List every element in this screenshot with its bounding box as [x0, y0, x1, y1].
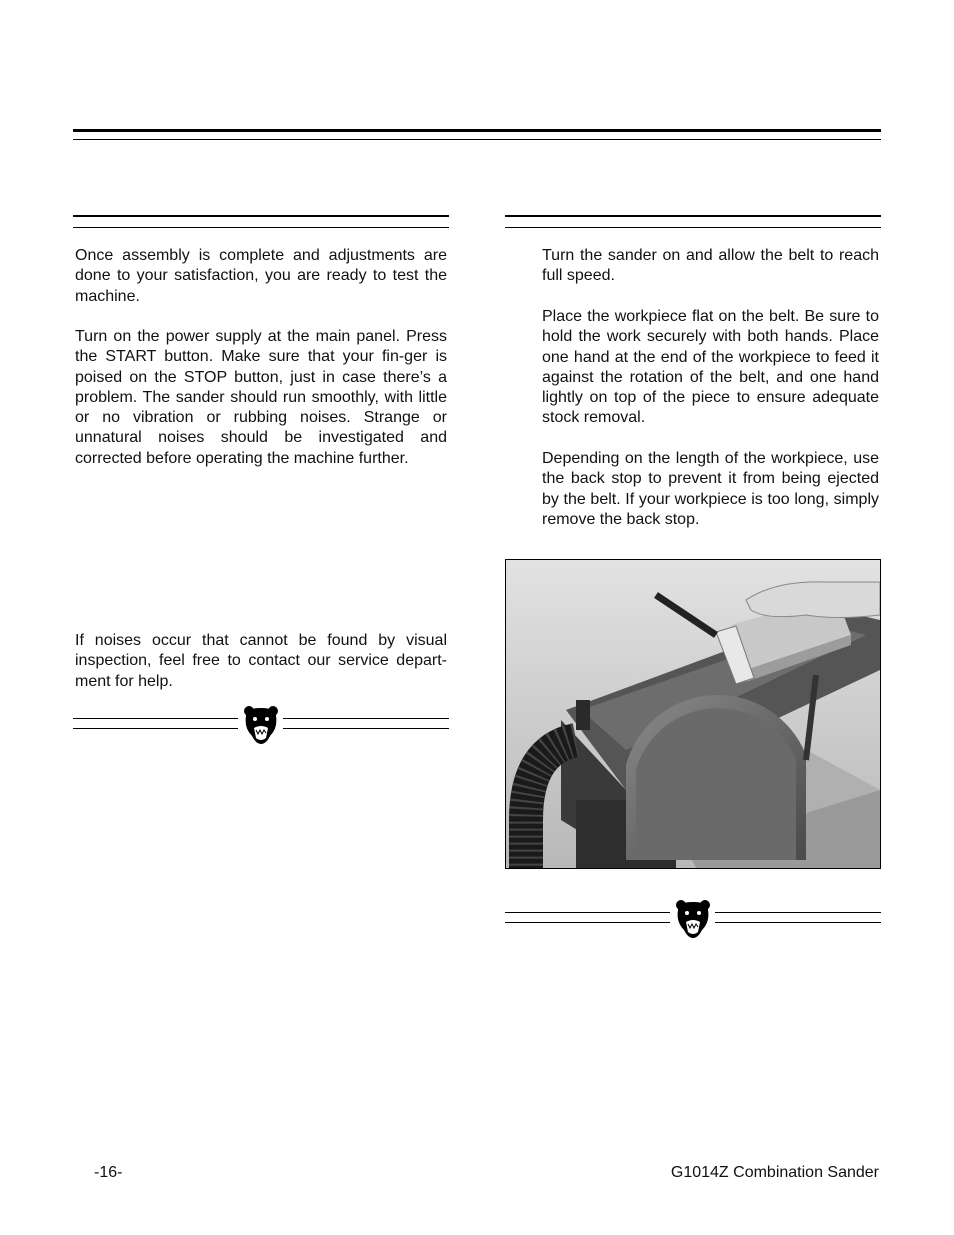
divider-line: [715, 912, 881, 913]
left-paragraph-service: If noises occur that cannot be found by visual inspection, feel free to contact our service depart-ment for help.: [75, 632, 447, 690]
belt-sander-photo: [505, 559, 881, 869]
bear-head-icon: [674, 898, 712, 940]
divider-line: [73, 728, 238, 729]
bear-head-icon: [242, 704, 280, 746]
left-column-header-rule: [73, 215, 449, 217]
left-paragraph-test-run: Turn on the power supply at the main panel. Press the START button. Make sure that your fin-ger is poised on the STOP button, just in case there’s a problem. The sander should run smoothly, with little or no vibration or rubbing noises. Strange or unnatural noises should be investigated and corrected before operating the machine further.: [75, 328, 447, 467]
right-paragraph-back-stop: Depending on the length of the workpiece, use the back stop to prevent it from being ejected by the belt. If your workpiece is too long, simply remove the back stop.: [542, 450, 879, 528]
right-column-header-rule-thin: [505, 227, 881, 228]
page-number: -16-: [94, 1164, 123, 1181]
belt-sander-illustration: [506, 560, 880, 868]
divider-line: [283, 718, 449, 719]
divider-line: [505, 912, 670, 913]
divider-line: [73, 718, 238, 719]
top-rule-thin: [73, 139, 881, 140]
top-rule-thick: [73, 129, 881, 132]
left-column-header-rule-thin: [73, 227, 449, 228]
right-section-divider: [505, 898, 881, 942]
divider-line: [283, 728, 449, 729]
divider-line: [715, 922, 881, 923]
divider-line: [505, 922, 670, 923]
left-section-divider: [73, 704, 449, 748]
right-paragraph-workpiece: Place the workpiece flat on the belt. Be sure to hold the work securely with both hands. Place one hand at the end of the workpiece to feed it against the rotation of the belt, and one hand lightly on top of the piece to ensure adequate stock removal.: [542, 308, 879, 427]
left-paragraph-intro: Once assembly is complete and adjustments are done to your satisfaction, you are ready to test the machine.: [75, 247, 447, 305]
right-paragraph-start: Turn the sander on and allow the belt to reach full speed.: [542, 247, 879, 285]
right-column-header-rule: [505, 215, 881, 217]
product-name: G1014Z Combination Sander: [670, 1164, 879, 1181]
